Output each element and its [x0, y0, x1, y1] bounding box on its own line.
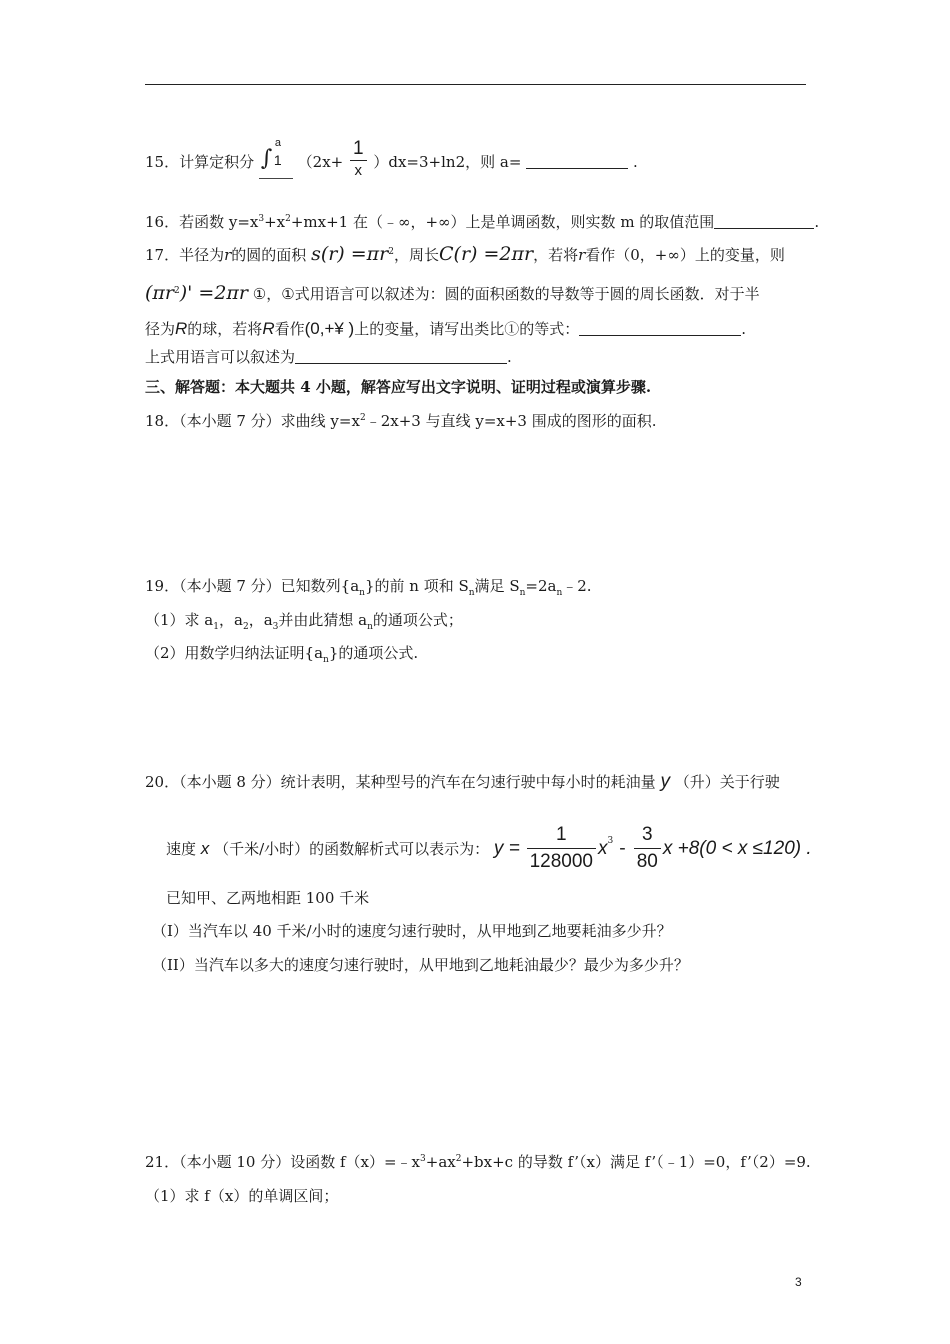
q16-text-b: +x	[264, 213, 286, 231]
section-3-heading: 三、解答题：本大题共 4 小题，解答应写出文字说明、证明过程或演算步骤.	[145, 378, 652, 396]
q17-r-var: r	[224, 246, 232, 264]
q15-frac-den: x	[350, 160, 367, 181]
q21-text-a: 21．（本小题 10 分）设函数 f（x）=﹣x	[145, 1153, 421, 1171]
q17-r-var-2: r	[578, 246, 586, 264]
q17-analogy-blank	[579, 321, 741, 336]
q17-R-var-2: R	[262, 319, 275, 338]
q17-R-var: R	[175, 319, 188, 338]
integral-lower-limit: 1	[273, 152, 282, 168]
q20-frac1-den: 128000	[527, 848, 596, 875]
q20-text-l2b: （千米/小时）的函数解析式可以表示为：	[214, 840, 490, 858]
q17-text-l3c: 看作	[274, 320, 305, 338]
q16-text-a: 16．若函数 y=x	[145, 213, 259, 231]
q15-integrand-close: ）dx=3+ln2，则 a=	[373, 153, 522, 171]
page-number: 3	[795, 1275, 802, 1289]
q19-text-a: 19．（本小题 7 分）已知数列{a	[145, 577, 360, 595]
q19-p1-text-b: ，a	[219, 611, 243, 629]
q16-text-c: +mx+1 在（﹣∞，+∞）上是单调函数，则实数 m 的取值范围	[290, 213, 715, 231]
question-16	[145, 211, 819, 232]
question-18	[145, 410, 657, 431]
q19-p1-text-c: ，a	[248, 611, 273, 629]
q17-l4-suffix: .	[507, 348, 512, 366]
q20-speed-label: 速度	[166, 840, 197, 858]
question-17-line4	[145, 346, 512, 367]
q20-eq-y: y =	[493, 838, 520, 859]
question-20-part2: （II）当汽车以多大的速度匀速行驶时，从甲地到乙地耗油最少？最少为多少升？	[152, 956, 689, 974]
q17-text-l4: 上式用语言可以叙述为	[145, 348, 296, 366]
q17-text-c: ，周长	[393, 246, 439, 264]
q19-sub-s1: n	[468, 588, 475, 598]
q19-sub-a2: n	[556, 588, 563, 598]
question-17-line1	[145, 243, 785, 265]
q15-integrand-open: （2x+	[297, 153, 344, 171]
q20-text-b: （升）关于行驶	[674, 773, 780, 791]
q19-p1-text-e: 的通项公式；	[372, 611, 463, 629]
q19-p2-text-b: }的通项公式.	[328, 644, 419, 662]
q17-area-formula: s(r) =πr	[311, 243, 389, 265]
q17-text-l3d: 上的变量，请写出类比①的等式：	[354, 320, 580, 338]
q17-text-e: 看作（0，+∞）上的变量，则	[585, 246, 785, 264]
q19-sub-2: 2	[242, 622, 249, 632]
q17-deriv-formula-a: (πr	[145, 282, 174, 304]
q20-sup-3: 3	[607, 836, 614, 846]
q20-text-a: 20．（本小题 8 分）统计表明，某种型号的汽车在匀速行驶中每小时的耗油量	[145, 773, 656, 791]
q17-text-l3a: 径为	[145, 320, 176, 338]
question-19-part2	[145, 642, 418, 665]
q17-description-blank	[295, 349, 507, 364]
question-17-line3	[145, 318, 746, 339]
header-rule	[145, 84, 806, 85]
q15-suffix: .	[632, 153, 638, 171]
q16-answer-blank	[714, 214, 814, 229]
q15-fraction	[350, 138, 367, 181]
q17-area-sup: 2	[388, 247, 394, 257]
q15-answer-blank	[526, 154, 628, 169]
q21-text-b: +ax	[425, 1153, 456, 1171]
q17-text-d: ，若将	[533, 246, 579, 264]
q20-minus: -	[613, 837, 632, 859]
q17-l3-suffix: .	[741, 320, 747, 338]
q20-y-var: y	[660, 771, 670, 792]
q20-frac1-num: 1	[555, 824, 567, 845]
q18-text-a: 18．（本小题 7 分）求曲线 y=x	[145, 412, 360, 430]
q21-sup-3: 3	[420, 1154, 426, 1164]
q16-sup-2: 2	[285, 214, 291, 224]
q16-suffix: .	[814, 213, 820, 231]
q17-deriv-sup: 2	[173, 286, 180, 296]
q20-eq-tail: x +8(0 < x ≤120) .	[662, 838, 812, 859]
q19-sub-n: n	[367, 622, 373, 632]
q18-sup: 2	[359, 413, 366, 423]
q20-frac-2	[634, 822, 661, 875]
question-20-line2	[166, 822, 812, 872]
q20-frac2-den: 80	[634, 848, 661, 875]
q15-frac-num: 1	[353, 138, 364, 159]
integral-sign: ∫ a 1	[259, 140, 293, 179]
q19-sub-s2: n	[519, 588, 526, 598]
question-20-part1: （Ⅰ）当汽车以 40 千米/小时的速度匀速行驶时，从甲地到乙地要耗油多少升？	[152, 922, 672, 940]
q19-sub-1: 1	[213, 622, 219, 632]
q19-text-d: =2a	[525, 577, 557, 595]
q19-p2-text-a: （2）用数学归纳法证明{a	[145, 644, 324, 662]
q20-frac2-num: 3	[642, 824, 653, 845]
q17-line2-text: ①，①式用语言可以叙述为：圆的面积函数的导数等于圆的周长函数．对于半	[252, 285, 760, 303]
q21-text-c: +bx+c 的导数 f’（x）满足 f’（﹣1）=0，f’（2）=9.	[461, 1153, 811, 1171]
question-20-line3: 已知甲、乙两地相距 100 千米	[166, 889, 370, 907]
question-21-part1: （1）求 f（x）的单调区间；	[145, 1187, 339, 1205]
q18-text-b: ﹣2x+3 与直线 y=x+3 围成的图形的面积.	[365, 412, 657, 430]
question-15	[145, 137, 638, 180]
q20-x-var: x	[200, 839, 210, 858]
question-17-line2	[145, 282, 760, 304]
q16-sup-3: 3	[258, 214, 265, 224]
q17-text-l3b: 的球，若将	[187, 320, 263, 338]
q17-deriv-formula-b: )' =2πr	[179, 282, 248, 304]
question-19-part1	[145, 609, 463, 632]
q17-circ-formula: C(r) =2πr	[439, 243, 534, 265]
q19-p1-text-a: （1）求 a	[145, 611, 214, 629]
question-20-line1	[145, 771, 780, 793]
q19-text-b: }的前 n 项和 S	[364, 577, 469, 595]
question-21-line1	[145, 1151, 811, 1172]
q20-x-cubed: x	[597, 838, 608, 859]
q19-text-e: ﹣2.	[562, 577, 592, 595]
q19-text-c: 满足 S	[474, 577, 520, 595]
q19-sub-a: n	[359, 588, 365, 598]
integral-upper-limit: a	[274, 137, 281, 149]
q21-sup-2: 2	[455, 1154, 462, 1164]
q17-text-b: 的圆的面积	[231, 246, 307, 264]
q19-p2-sub-n: n	[323, 655, 329, 665]
q17-interval: (0,+¥ )	[304, 319, 355, 338]
q15-prefix: 15．计算定积分	[145, 153, 255, 171]
q17-text-a: 17．半径为	[145, 246, 225, 264]
q20-frac-1	[527, 822, 596, 875]
question-19-line1	[145, 575, 592, 598]
q19-sub-3: 3	[272, 622, 279, 632]
q19-p1-text-d: 并由此猜想 a	[278, 611, 368, 629]
